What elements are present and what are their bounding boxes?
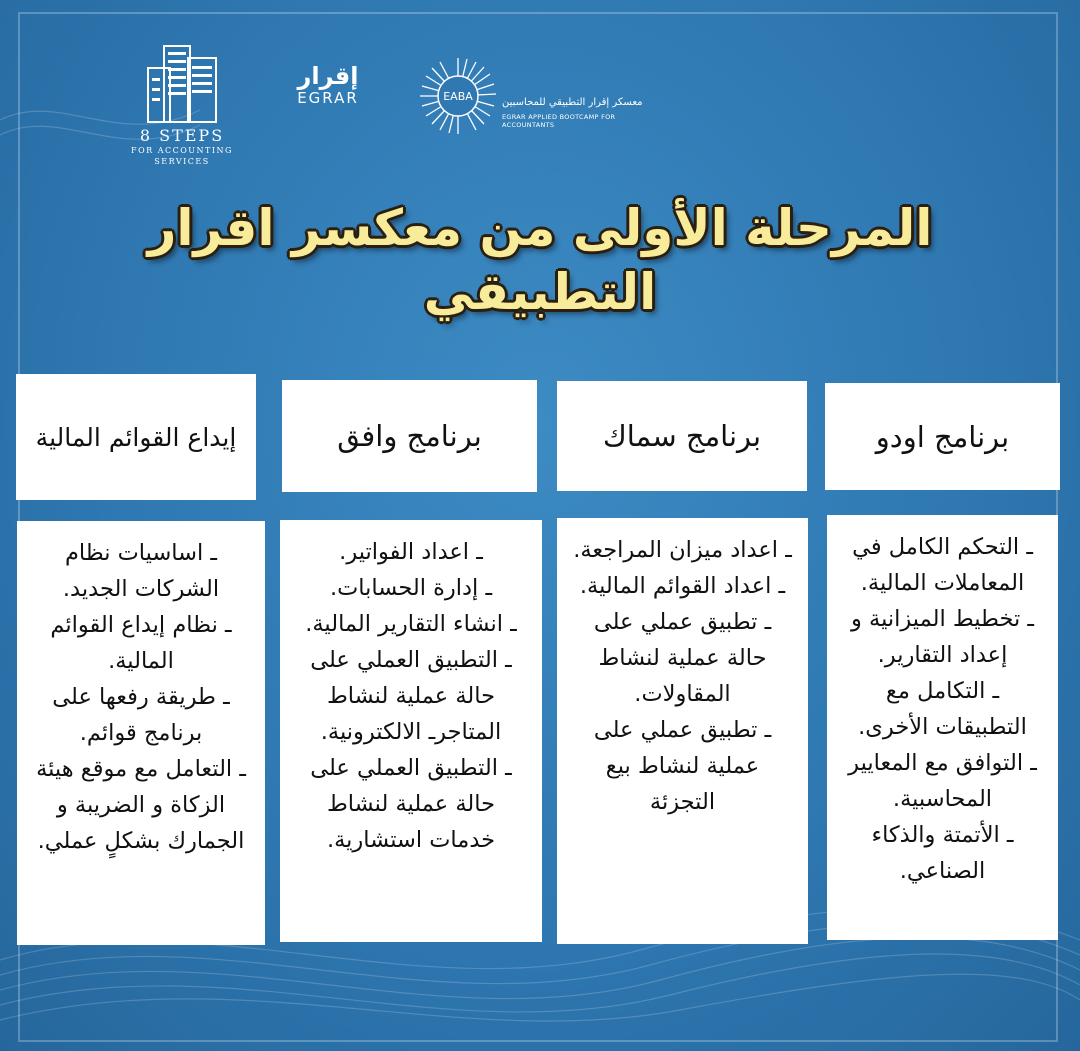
list-item: ـ تطبيق عملي على حالة عملية لنشاط المقاولات. (593, 609, 772, 707)
logo-eaba-arabic: معسكر إقرار التطبيقي للمحاسبين (502, 97, 643, 108)
list-item: ـ اعداد الفواتير. (339, 539, 483, 565)
logo-egrar-arabic: إقرار (297, 62, 359, 90)
list-item: ـ نظام إيداع القوائم المالية. (50, 612, 232, 674)
logo-steps-subtitle-2: SERVICES (154, 157, 210, 166)
program-heading: إيداع القوائم المالية (35, 422, 237, 452)
program-heading: برنامج سماك (602, 419, 762, 453)
logo-steps-name: 8 STEPS (139, 126, 225, 145)
list-item: ـ التوافق مع المعايير المحاسبية. (848, 750, 1037, 812)
program-header-financial-statements (16, 374, 256, 500)
program-content-odoo (827, 515, 1058, 940)
list-item: ـ التكامل مع التطبيقات الأخرى. (858, 678, 1027, 740)
logo-egrar (288, 62, 368, 106)
logo-steps-subtitle-1: FOR ACCOUNTING (131, 146, 233, 155)
logo-8-steps (122, 38, 242, 178)
list-item: ـ اساسيات نظام الشركات الجديد. (62, 540, 220, 602)
list-item: ـ تخطيط الميزانية و إعداد التقارير. (851, 606, 1034, 668)
program-content-wafeq (280, 520, 542, 942)
program-header-wafeq (282, 380, 537, 492)
list-item: ـ التعامل مع موقع هيئة الزكاة و الضريبة و الجمارك بشكلٍ عملي. (36, 756, 246, 854)
program-header-samak (557, 381, 807, 491)
page-title (130, 196, 950, 324)
program-heading: برنامج وافق (337, 419, 482, 453)
eaba-emblem-icon (418, 56, 498, 136)
list-item: ـ طريقة رفعها على برنامج قوائم. (52, 684, 230, 746)
list-item: ـ الأتمتة والذكاء الصناعي. (871, 822, 1014, 884)
list-item: ـ التطبيق العملي على حالة عملية لنشاط خدمات استشارية. (310, 755, 512, 853)
program-content-samak (557, 518, 808, 944)
list-item: ـ اعداد القوائم المالية. (579, 573, 786, 599)
list-item: ـ انشاء التقارير المالية. (305, 611, 517, 637)
list-item: ـ تطبيق عملي على عملية لنشاط بيع التجزئة (593, 717, 772, 815)
logo-eaba (418, 56, 668, 136)
list-item: ـ اعداد ميزان المراجعة. (573, 537, 792, 563)
buildings-icon (142, 38, 222, 124)
program-header-odoo (825, 383, 1060, 490)
program-heading: برنامج اودو (875, 419, 1010, 454)
list-item: ـ التحكم الكامل في المعاملات المالية. (852, 534, 1033, 596)
eaba-emblem-text: EABA (443, 90, 473, 103)
logo-egrar-english: EGRAR (297, 89, 359, 107)
page-title-line-1: المرحلة الأولى من معكسر اقرار (147, 199, 933, 257)
page-title-line-2: التطبيقي (423, 263, 657, 321)
logo-eaba-english: EGRAR APPLIED BOOTCAMP FOR ACCOUNTANTS (502, 113, 616, 129)
program-content-financial-statements (17, 521, 265, 945)
list-item: ـ التطبيق العملي على حالة عملية لنشاط المتاجرـ الالكترونية. (310, 647, 512, 745)
list-item: ـ إدارة الحسابات. (329, 575, 493, 601)
